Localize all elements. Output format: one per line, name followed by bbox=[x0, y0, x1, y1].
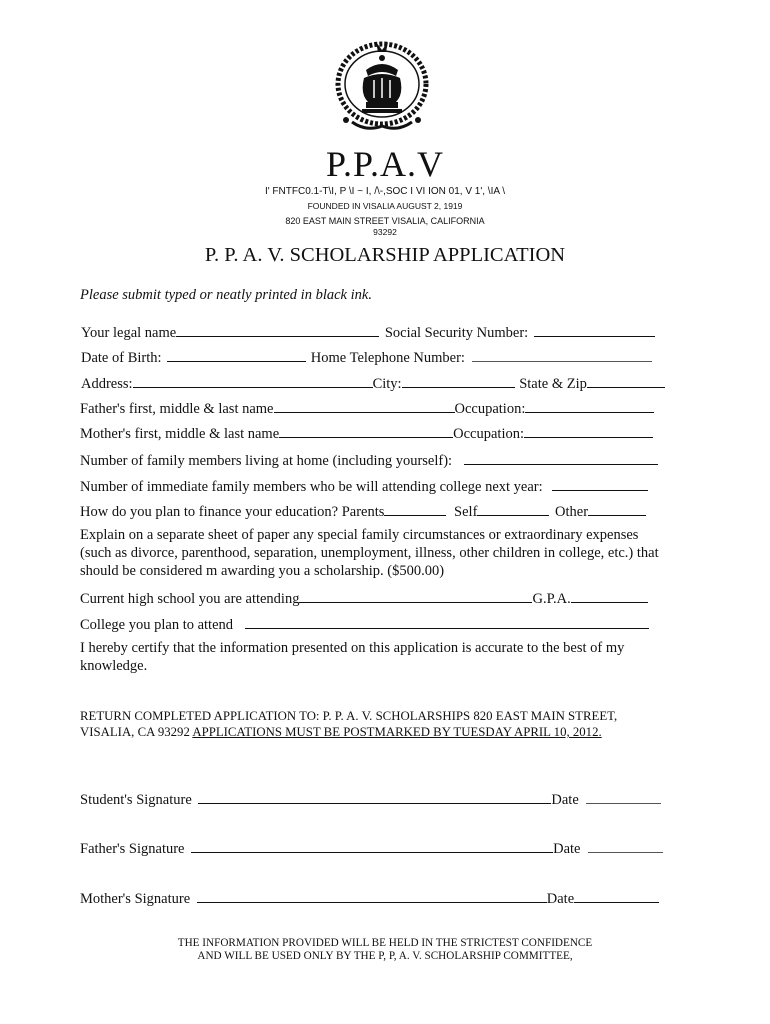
high-school-label: Current high school you are attending bbox=[80, 591, 300, 607]
father-signature-label: Father's Signature bbox=[80, 841, 185, 857]
mother-date-field[interactable] bbox=[574, 888, 659, 903]
student-date-label: Date bbox=[551, 792, 579, 808]
row-finance bbox=[80, 501, 646, 521]
row-mother bbox=[80, 423, 653, 443]
confidentiality-line-2: AND WILL BE USED ONLY BY THE P, P, A. V. SCHOLARSHIP COMMITTEE, bbox=[197, 950, 573, 962]
college-field[interactable] bbox=[245, 614, 649, 629]
family-members-label: Number of family members living at home (including yourself): bbox=[80, 453, 453, 469]
gpa-field[interactable] bbox=[571, 588, 648, 603]
ssn-label: Social Security Number: bbox=[384, 325, 529, 341]
instruction-text: Please submit typed or neatly printed in black ink. bbox=[80, 287, 372, 303]
org-full-name: I' FNTFC0.1-T\I, P \I ~ I, /\-,SOC I VI ION 01, V 1', \IA \ bbox=[264, 186, 506, 197]
row-name-ssn bbox=[81, 322, 655, 342]
city-label: City: bbox=[372, 376, 402, 392]
crown-seal-emblem bbox=[326, 36, 438, 136]
founded-line: FOUNDED IN VISALIA AUGUST 2, 1919 bbox=[307, 201, 463, 211]
college-members-label: Number of immediate family members who be will attending college next year: bbox=[80, 479, 543, 495]
student-signature-label: Student's Signature bbox=[80, 792, 192, 808]
postmark-deadline: APPLICATIONS MUST BE POSTMARKED BY TUESDAY APRIL 10, 2012. bbox=[192, 725, 602, 739]
mother-signature-label: Mother's Signature bbox=[80, 891, 191, 907]
high-school-field[interactable] bbox=[299, 588, 532, 603]
state-zip-field[interactable] bbox=[587, 373, 665, 388]
family-members-field[interactable] bbox=[464, 450, 658, 465]
father-date-field[interactable] bbox=[588, 838, 663, 853]
student-signature-row bbox=[80, 789, 661, 809]
father-date-label: Date bbox=[553, 841, 581, 857]
mother-name-label: Mother's first, middle & last name bbox=[80, 426, 280, 442]
father-name-label: Father's first, middle & last name bbox=[80, 401, 274, 417]
row-address bbox=[81, 373, 665, 393]
father-name-field[interactable] bbox=[274, 398, 455, 413]
state-zip-label: State & Zip bbox=[519, 376, 587, 392]
father-signature-row bbox=[80, 838, 663, 858]
row-high-school bbox=[80, 588, 648, 608]
student-signature-field[interactable] bbox=[198, 789, 551, 804]
home-phone-field[interactable] bbox=[472, 347, 652, 362]
city-field[interactable] bbox=[402, 373, 515, 388]
form-title: P. P. A. V. SCHOLARSHIP APPLICATION bbox=[204, 244, 566, 266]
finance-self-field[interactable] bbox=[477, 501, 549, 516]
row-father bbox=[80, 398, 654, 418]
address-field[interactable] bbox=[133, 373, 373, 388]
ssn-field[interactable] bbox=[534, 322, 655, 337]
row-college-members bbox=[80, 476, 648, 496]
org-address: 820 EAST MAIN STREET VISALIA, CALIFORNIA bbox=[285, 216, 485, 226]
father-occupation-field[interactable] bbox=[525, 398, 654, 413]
return-instructions bbox=[80, 708, 670, 740]
mother-signature-field[interactable] bbox=[197, 888, 547, 903]
dob-field[interactable] bbox=[167, 347, 306, 362]
return-address: RETURN COMPLETED APPLICATION TO: P. P. A. V. SCHOLARSHIPS 820 EAST MAIN STREET, VISALIA, CA 93292 bbox=[80, 709, 618, 739]
explain-paragraph: Explain on a separate sheet of paper any special family circumstances or extraordinary expenses (such as divorce, parenthood, separation, unemployment, illness, other children in college, etc.) that should be considered m awarding you a scholarship. ($500.00) bbox=[80, 527, 659, 579]
college-members-field[interactable] bbox=[552, 476, 648, 491]
legal-name-field[interactable] bbox=[176, 322, 379, 337]
mother-signature-row bbox=[80, 888, 659, 908]
address-label: Address: bbox=[81, 376, 133, 392]
father-occupation-label: Occupation: bbox=[454, 401, 526, 417]
finance-other-field[interactable] bbox=[588, 501, 646, 516]
finance-label: How do you plan to finance your education? Parents bbox=[80, 504, 385, 520]
finance-self-label: Self bbox=[454, 504, 478, 520]
home-phone-label: Home Telephone Number: bbox=[310, 350, 465, 366]
father-signature-field[interactable] bbox=[191, 838, 553, 853]
college-label: College you plan to attend bbox=[80, 617, 234, 633]
row-family-members bbox=[80, 450, 658, 470]
row-college bbox=[80, 614, 649, 634]
mother-occupation-label: Occupation: bbox=[453, 426, 525, 442]
confidentiality-line-1: THE INFORMATION PROVIDED WILL BE HELD IN THE STRICTEST CONFIDENCE bbox=[177, 937, 593, 949]
legal-name-label: Your legal name bbox=[81, 325, 177, 341]
org-zip: 93292 bbox=[373, 227, 397, 237]
gpa-label: G.P.A. bbox=[532, 591, 571, 607]
certify-paragraph: I hereby certify that the information presented on this application is accurate to the best of my knowledge. bbox=[80, 640, 625, 674]
org-initials: P.P.A.V bbox=[325, 144, 445, 184]
finance-other-label: Other bbox=[555, 504, 589, 520]
dob-label: Date of Birth: bbox=[81, 350, 162, 366]
mother-name-field[interactable] bbox=[279, 423, 453, 438]
row-dob-phone bbox=[81, 347, 652, 367]
student-date-field[interactable] bbox=[586, 789, 661, 804]
mother-date-label: Date bbox=[546, 891, 575, 907]
mother-occupation-field[interactable] bbox=[524, 423, 653, 438]
finance-parents-field[interactable] bbox=[384, 501, 446, 516]
